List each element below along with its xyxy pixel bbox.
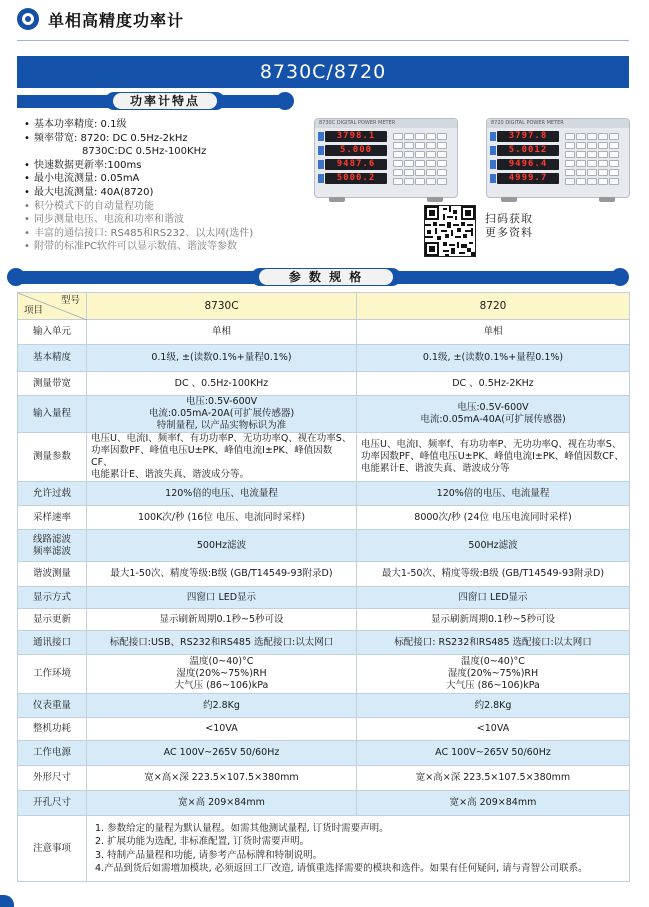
device-key [393, 151, 403, 158]
note-line: 3. 特制产品量程和功能, 请参考产品标牌和特制说明。 [95, 849, 323, 861]
device-key [426, 151, 436, 158]
spec-table [17, 292, 630, 882]
device-key [587, 160, 597, 167]
spec-value-8720: 最大1-50次、精度等级:B级 (GB/T14549-93附录D) [357, 562, 630, 587]
section-end-dot-icon [611, 268, 629, 286]
device-key [393, 169, 403, 176]
feature-bullet: • [24, 119, 30, 130]
feature-bullet: • [24, 227, 30, 239]
spec-row [18, 694, 630, 718]
device-key [565, 169, 575, 176]
feature-item [24, 172, 314, 186]
spec-value-8730c: 100K次/秒 (16位 电压、电流同时采样) [87, 506, 357, 530]
device-key [609, 178, 619, 185]
device-key [404, 178, 414, 185]
spec-row [18, 791, 630, 816]
spec-value-8720: 500Hz滤波 [357, 530, 630, 562]
spec-row [18, 609, 630, 631]
device-indicator [490, 132, 496, 141]
spec-corner-cell [18, 293, 87, 320]
spec-header-row [18, 293, 630, 320]
spec-row [18, 631, 630, 655]
features-list [24, 118, 314, 254]
spec-value-8720: 8000次/秒 (24位 电压电流同时采样) [357, 506, 630, 530]
spec-value-8730c: 四窗口 LED显示 [87, 587, 357, 609]
device-key [426, 178, 436, 185]
device-key [393, 142, 403, 149]
device-key [393, 160, 403, 167]
device-key [565, 151, 575, 158]
device-key [393, 178, 403, 185]
header-divider [17, 40, 629, 41]
spec-value-8720: 120%倍的电压、电流量程 [357, 482, 630, 506]
spec-value-8730c: <10VA [87, 718, 357, 741]
device-key [415, 160, 425, 167]
device-key [609, 151, 619, 158]
feature-item [24, 159, 314, 173]
device-key [609, 133, 619, 140]
spec-row [18, 433, 630, 482]
spec-row-label: 线路滤波 频率滤波 [18, 530, 87, 562]
device-foot [427, 197, 443, 202]
device-key [565, 178, 575, 185]
spec-row [18, 345, 630, 372]
led-display-reading: 4999.7 [497, 173, 559, 184]
spec-value-8720: 约2.8Kg [357, 694, 630, 718]
device-key [576, 178, 586, 185]
spec-value-8730c: 单相 [87, 320, 357, 345]
spec-table-body [18, 293, 630, 882]
spec-row [18, 766, 630, 791]
device-key [415, 151, 425, 158]
spec-row [18, 587, 630, 609]
spec-value-8730c: 电压U、电流I、频率f、有功功率P、无功功率Q、视在功率S、 功率因数PF、峰值电压U±PK、峰值电流I±PK、峰值因数CF、 电能累计E、谐波失真、谐波成分等。 [87, 433, 357, 482]
device-key [598, 169, 608, 176]
notes-row [18, 816, 630, 882]
device-keypad [565, 133, 621, 187]
model-banner: 8730C/8720 [17, 56, 629, 88]
feature-text: 同步测量电压、电流和功率和谐波 [34, 214, 184, 226]
spec-row-label: 显示更新 [18, 609, 87, 631]
feature-item [24, 200, 314, 214]
device-key [437, 133, 447, 140]
feature-bullet: • [24, 241, 30, 253]
device-key [587, 151, 597, 158]
device-key [576, 169, 586, 176]
led-display-reading: 3797.8 [497, 131, 559, 142]
spec-row-label: 显示方式 [18, 587, 87, 609]
spec-value-8720: 标配接口: RS232和RS485 选配接口:以太网口 [357, 631, 630, 655]
spec-row [18, 718, 630, 741]
device-key [609, 160, 619, 167]
spec-value-8730c: 显示刷新周期0.1秒~5秒可设 [87, 609, 357, 631]
device-key [437, 169, 447, 176]
led-display-reading: 5.0012 [497, 145, 559, 156]
spec-value-8730c: 500Hz滤波 [87, 530, 357, 562]
qr-caption-line1: 扫码获取 [485, 212, 533, 225]
device-indicator [490, 174, 496, 183]
feature-bullet: • [24, 173, 30, 185]
spec-value-8730c: DC 、0.5Hz-100KHz [87, 372, 357, 396]
spec-value-8730c: 约2.8Kg [87, 694, 357, 718]
spec-row-label: 输入量程 [18, 396, 87, 433]
spec-value-8730c: 标配接口:USB、RS232和RS485 选配接口:以太网口 [87, 631, 357, 655]
device-indicator [318, 160, 324, 169]
device-key [426, 133, 436, 140]
page-corner-tab [0, 895, 14, 907]
feature-item [24, 213, 314, 227]
spec-row [18, 506, 630, 530]
device-key [576, 160, 586, 167]
device-key [587, 133, 597, 140]
qr-code-icon [424, 205, 476, 257]
spec-value-8720: 显示刷新周期0.1秒~5秒可设 [357, 609, 630, 631]
feature-text: 附带的标准PC软件可以显示数值、谐波等参数 [34, 241, 238, 253]
header-bullet-icon [17, 8, 39, 30]
device-key [404, 169, 414, 176]
led-display-reading: 3798.1 [325, 131, 387, 142]
features-section-header [17, 92, 295, 110]
led-display-reading: 9496.4 [497, 159, 559, 170]
device-key [598, 142, 608, 149]
device-key [598, 178, 608, 185]
spec-value-8720: <10VA [357, 718, 630, 741]
device-key [609, 169, 619, 176]
spec-value-8730c: 温度(0~40)°C 湿度(20%~75%)RH 大气压 (86~106)kPa [87, 655, 357, 694]
spec-value-8730c: 电压:0.5V-600V 电流:0.05mA-20A(可扩展传感器) 特制量程, 以产品实物标识为准 [87, 396, 357, 433]
device-key [576, 142, 586, 149]
notes-content [87, 816, 630, 882]
spec-row-label: 测量参数 [18, 433, 87, 482]
notes-label: 注意事项 [18, 816, 87, 882]
spec-row-label: 通讯接口 [18, 631, 87, 655]
spec-value-8720: 宽×高 209×84mm [357, 791, 630, 816]
spec-row [18, 320, 630, 345]
spec-value-8720: AC 100V~265V 50/60Hz [357, 741, 630, 766]
spec-row [18, 396, 630, 433]
feature-item [24, 186, 314, 200]
device-key [565, 142, 575, 149]
device-key [565, 160, 575, 167]
feature-text: 最小电流测量: 0.05mA [34, 173, 140, 185]
spec-row-label: 基本精度 [18, 345, 87, 372]
spec-value-8720: 温度(0~40)°C 湿度(20%~75%)RH 大气压 (86~106)kPa [357, 655, 630, 694]
device-key [437, 151, 447, 158]
spec-row-label: 测量带宽 [18, 372, 87, 396]
feature-item [24, 227, 314, 241]
led-display-reading: 9487.6 [325, 159, 387, 170]
qr-caption-line2: 更多资料 [485, 226, 533, 239]
feature-item [24, 118, 314, 132]
device-key [598, 151, 608, 158]
feature-item [24, 132, 314, 146]
spec-row-label: 允许过载 [18, 482, 87, 506]
spec-row-label: 谐波测量 [18, 562, 87, 587]
led-display-reading: 5.000 [325, 145, 387, 156]
spec-row-label: 整机功耗 [18, 718, 87, 741]
feature-text: 最大电流测量: 40A(8720) [34, 186, 154, 198]
spec-value-8720: 四窗口 LED显示 [357, 587, 630, 609]
spec-section-header [17, 268, 629, 286]
device-key [587, 169, 597, 176]
device-key [415, 142, 425, 149]
device-indicator [318, 132, 324, 141]
qr-code-graphic [425, 206, 475, 256]
qr-caption [485, 212, 533, 240]
spec-row [18, 530, 630, 562]
device-key [609, 142, 619, 149]
spec-row [18, 482, 630, 506]
page-title: 单相高精度功率计 [48, 11, 185, 30]
spec-value-8720: 电压:0.5V-600V 电流:0.05mA-40A(可扩展传感器) [357, 396, 630, 433]
feature-bullet: • [24, 186, 30, 198]
device-brand-label: 8720 DIGITAL POWER METER [487, 119, 629, 128]
device-indicator [318, 174, 324, 183]
feature-text: 8730C:DC 0.5Hz-100KHz [82, 146, 207, 158]
device-key [576, 151, 586, 158]
device-key [565, 133, 575, 140]
led-display-reading: 5000.2 [325, 173, 387, 184]
device-indicator [318, 146, 324, 155]
feature-bullet: • [24, 159, 30, 171]
device-key [404, 160, 414, 167]
spec-row-label: 工作环境 [18, 655, 87, 694]
spec-row [18, 372, 630, 396]
device-brand-label: 8730C DIGITAL POWER METER [315, 119, 457, 128]
feature-text: 基本功率精度: 0.1级 [34, 119, 127, 130]
spec-value-8730c: AC 100V~265V 50/60Hz [87, 741, 357, 766]
device-keypad [393, 133, 449, 187]
spec-row [18, 562, 630, 587]
spec-value-8730c: 0.1级, ±(读数0.1%+量程0.1%) [87, 345, 357, 372]
spec-value-8720: DC 、0.5Hz-2KHz [357, 372, 630, 396]
feature-text: 频率带宽: 8720: DC 0.5Hz-2kHz [34, 132, 188, 144]
device-key [415, 169, 425, 176]
section-end-dot-icon [276, 92, 294, 110]
device-key [576, 133, 586, 140]
device-indicator [490, 146, 496, 155]
corner-bottom-label: 项目 [24, 305, 44, 316]
feature-item [24, 240, 314, 254]
device-key [404, 151, 414, 158]
spec-row-label: 仪表重量 [18, 694, 87, 718]
features-section-title: 功率计特点 [113, 93, 217, 109]
spec-row-label: 输入单元 [18, 320, 87, 345]
device-foot [599, 197, 615, 202]
spec-value-8720: 电压U、电流I、频率f、有功功率P、无功功率Q、视在功率S、 功率因数PF、峰值电压U±PK、峰值电流I±PK、峰值因数CF、 电能累计E、谐波失真、谐波成分等 [357, 433, 630, 482]
product-image-8730c [314, 118, 458, 198]
feature-item [24, 145, 314, 159]
spec-value-8730c: 最大1-50次、精度等级:B级 (GB/T14549-93附录D) [87, 562, 357, 587]
device-key [426, 169, 436, 176]
spec-value-8720: 宽×高×深 223.5×107.5×380mm [357, 766, 630, 791]
device-key [426, 160, 436, 167]
device-foot [329, 197, 345, 202]
spec-row [18, 655, 630, 694]
device-key [393, 133, 403, 140]
device-key [415, 133, 425, 140]
device-key [404, 142, 414, 149]
device-key [415, 178, 425, 185]
spec-row-label: 外形尺寸 [18, 766, 87, 791]
col-header-8720: 8720 [357, 293, 630, 320]
spec-value-8720: 单相 [357, 320, 630, 345]
device-key [587, 142, 597, 149]
product-image-8720 [486, 118, 630, 198]
device-key [587, 178, 597, 185]
device-key [437, 142, 447, 149]
feature-bullet: • [24, 132, 30, 144]
spec-row-label: 工作电源 [18, 741, 87, 766]
device-foot [501, 197, 517, 202]
device-key [437, 160, 447, 167]
device-key [404, 133, 414, 140]
note-line: 2. 扩展功能为选配, 非标准配置, 订货时需要声明。 [95, 836, 310, 848]
device-key [598, 160, 608, 167]
device-key [426, 142, 436, 149]
device-key [437, 178, 447, 185]
spec-row [18, 741, 630, 766]
corner-top-label: 型号 [60, 295, 80, 306]
spec-row-label: 开孔尺寸 [18, 791, 87, 816]
note-line: 1. 参数给定的量程为默认量程。如需其他测试量程, 订货时需要声明。 [95, 822, 389, 834]
feature-text: 积分模式下的自动量程功能 [34, 200, 154, 212]
device-key [598, 133, 608, 140]
feature-text: 快速数据更新率:100ms [34, 159, 142, 171]
spec-value-8720: 0.1级, ±(读数0.1%+量程0.1%) [357, 345, 630, 372]
spec-value-8730c: 宽×高 209×84mm [87, 791, 357, 816]
device-indicator [490, 160, 496, 169]
feature-bullet: • [24, 200, 30, 212]
col-header-8730c: 8730C [87, 293, 357, 320]
spec-section-title: 参 数 规 格 [259, 269, 393, 285]
feature-text: 丰富的通信接口: RS485和RS232、以太网(选件) [34, 227, 254, 239]
spec-row-label: 采样速率 [18, 506, 87, 530]
spec-value-8730c: 120%倍的电压、电流量程 [87, 482, 357, 506]
note-line: 4.产品到货后如需增加模块, 必须返回工厂改造, 请慎重选择需要的模块和选件。如果有任何疑问, 请与青智公司联系。 [95, 862, 588, 874]
feature-bullet: • [24, 214, 30, 226]
spec-value-8730c: 宽×高×深 223.5×107.5×380mm [87, 766, 357, 791]
